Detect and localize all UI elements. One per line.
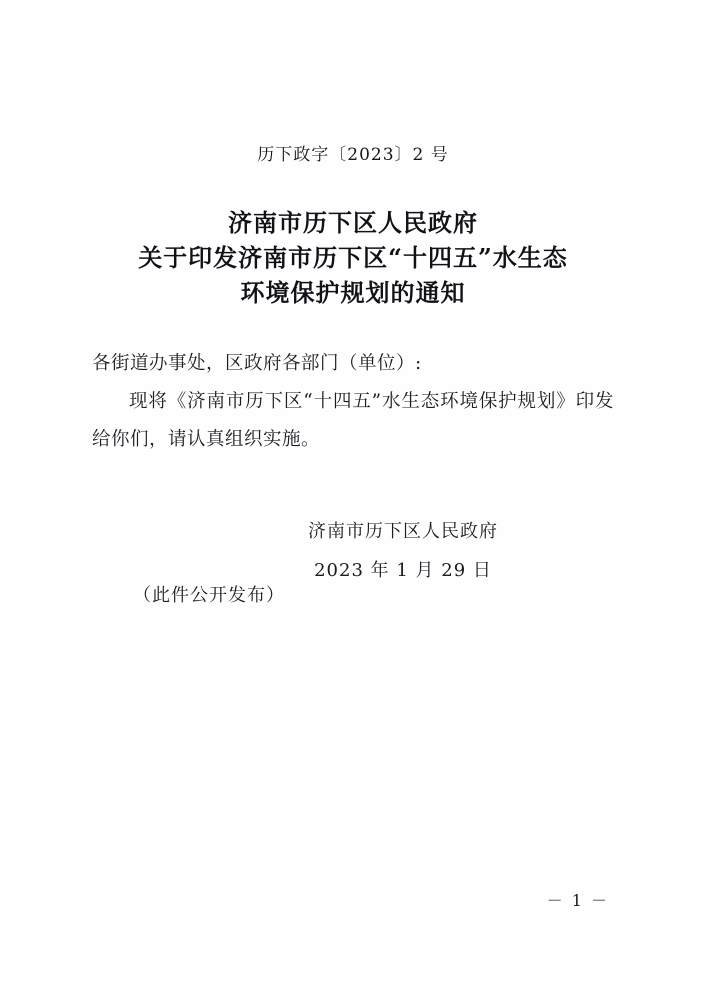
title-line-2: 关于印发济南市历下区“十四五”水生态: [138, 243, 568, 272]
document-number: 历下政字〔2023〕2 号: [257, 145, 449, 165]
body-paragraph-1: 现将《济南市历下区“十四五”水生态环境保护规划》印发给你们，请认真组织实施。: [92, 391, 614, 450]
salutation: 各街道办事处，区政府各部门（单位）:: [92, 353, 422, 374]
signature-issuer: 济南市历下区人民政府: [308, 521, 498, 542]
publish-note: （此件公开发布）: [133, 585, 285, 606]
signature-block: [0, 512, 706, 590]
document-title: [0, 205, 706, 310]
document-body: [92, 345, 614, 459]
signature-date: 2023 年 1 月 29 日: [314, 560, 492, 581]
title-line-3: 环境保护规划的通知: [240, 278, 466, 307]
page-number: － 1 －: [546, 891, 609, 910]
title-line-1: 济南市历下区人民政府: [228, 208, 478, 237]
